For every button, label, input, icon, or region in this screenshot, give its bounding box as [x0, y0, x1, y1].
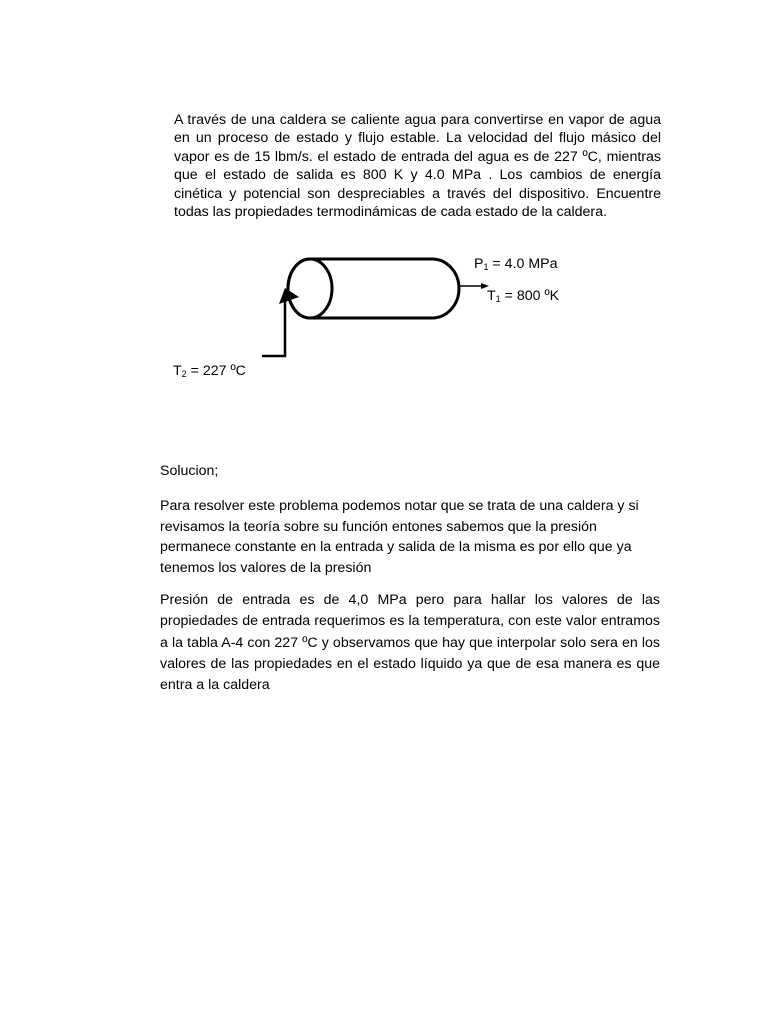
outlet-temperature-label: $T_1 = 800$ ºK — [487, 288, 560, 304]
boiler-front-face — [288, 259, 332, 318]
problem-statement: A través de una caldera se caliente agua para convertirse en vapor de agua en un proceso de estado y flujo estable. La velocidad del flujo másico del vapor es de 15 lbm/s. el estado de entrada del agua es de 227 ºC, mientras que el estado de salida es 800 K y 4.0 MPa . Los cambios de energía cinética y potencial son despreciables a través del dispositivo. Encuentre todas las propiedades termodinámicas de cada estado de la caldera. — [174, 112, 661, 221]
solution-paragraph-1: Para resolver este problema podemos notar que se trata de una caldera y si revisamos la teoría sobre su función entones sabemos que la presión permanece constante en la entrada y salida de la misma es por ello que ya tenemos los valores de la presión — [160, 498, 639, 576]
inlet-temperature-label: $T_2 = 227$ ºC — [173, 363, 246, 379]
inlet-pipe — [262, 296, 285, 356]
solution-paragraph-2: Presión de entrada es de 4,0 MPa pero para hallar los valores de las propiedades de entrada requerimos es la temperatura, con este valor entramos a la tabla A-4 con 227 ºC y observamos que hay que interpolar solo sera en los valores de las propiedades en el estado líquido ya que de esa manera es que entra a la caldera — [160, 592, 660, 694]
outlet-pressure-label: $P_1 = 4.0$ MPa — [474, 256, 558, 272]
boiler-cylinder-body — [288, 259, 459, 318]
solution-heading: Solucion; — [160, 463, 219, 479]
